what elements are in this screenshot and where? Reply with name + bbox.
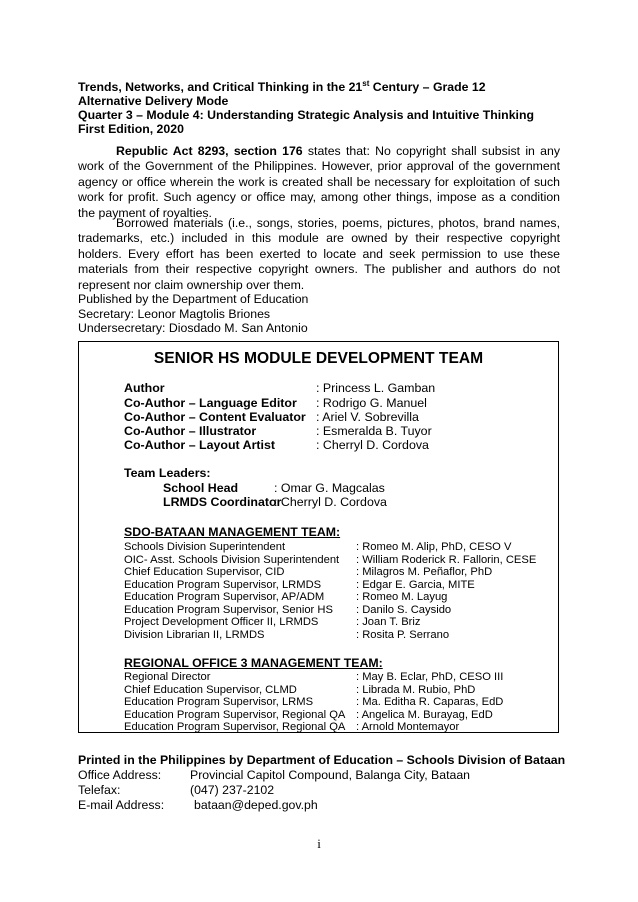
module-header: [78, 77, 534, 136]
borrowed-materials-paragraph: [78, 216, 560, 293]
header-module-title: Quarter 3 – Module 4: Understanding Strategic Analysis and Intuitive Thinking: [78, 108, 534, 123]
sdo-role: Chief Education Supervisor, CID: [124, 566, 285, 578]
illustrator-name: : Esmeralda B. Tuyor: [316, 424, 432, 438]
lrmds-coordinator-role: LRMDS Coordinator: [163, 495, 282, 509]
regional-role: Education Program Supervisor, LRMS: [124, 696, 314, 708]
publisher-line: Published by the Department of Education: [78, 292, 309, 306]
sdo-role: Division Librarian II, LRMDS: [124, 628, 265, 641]
printing-footer: [78, 753, 565, 813]
sdo-name: : Romeo M. Layug: [356, 591, 448, 603]
header-edition: First Edition, 2020: [78, 122, 184, 137]
telefax-row: [78, 783, 565, 798]
undersecretary-line: Undersecretary: Diosdado M. San Antonio: [78, 321, 308, 336]
content-evaluator-role: Co-Author – Content Evaluator: [124, 410, 306, 424]
borrowed-text: Borrowed materials (i.e., songs, stories, poems, pictures, photos, brand names, trademarks, etc.) included in this module are owned by their respective copyright holders. Every effort has been exerted to locate and seek permission to use these materials from their respective copyright owners. The publisher and authors do not represent nor claim ownership over them.: [78, 216, 560, 292]
sdo-name: : Danilo S. Caysido: [356, 603, 452, 616]
regional-role: Chief Education Supervisor, CLMD: [124, 683, 297, 696]
sdo-role: Project Development Officer II, LRMDS: [124, 616, 319, 628]
sdo-name: : Milagros M. Peñaflor, PhD: [356, 566, 493, 578]
team-leaders-label: Team Leaders:: [124, 466, 211, 480]
school-head-name: : Omar G. Magcalas: [274, 481, 385, 495]
office-address-label: Office Address:: [78, 768, 162, 782]
header-course-line: Trends, Networks, and Critical Thinking in the 21st Century – Grade 12: [78, 79, 486, 95]
illustrator-role: Co-Author – Illustrator: [124, 424, 257, 438]
sdo-name: : Joan T. Briz: [356, 616, 421, 628]
office-address-value: Provincial Capitol Compound, Balanga City, Bataan: [190, 768, 471, 782]
sdo-role: Education Program Supervisor, LRMDS: [124, 578, 322, 591]
sdo-name: : Edgar E. Garcia, MITE: [356, 578, 475, 591]
copyright-law-reference: Republic Act 8293, section 176: [116, 144, 303, 158]
regional-role: Education Program Supervisor, Regional QA: [124, 721, 346, 733]
header-delivery-mode: Alternative Delivery Mode: [78, 94, 229, 109]
page-number: i: [317, 836, 321, 851]
sdo-name: : Romeo M. Alip, PhD, CESO V: [356, 541, 512, 553]
telefax-value: (047) 237-2102: [190, 783, 275, 797]
school-head-role: School Head: [163, 481, 239, 495]
email-value[interactable]: bataan@deped.gov.ph: [194, 798, 318, 812]
regional-name: : Angelica M. Burayag, EdD: [356, 708, 493, 721]
layout-artist-name: : Cherryl D. Cordova: [316, 438, 429, 452]
telefax-label: Telefax:: [78, 783, 121, 797]
regional-role: Regional Director: [124, 671, 211, 683]
layout-artist-role: Co-Author – Layout Artist: [124, 438, 275, 452]
email-label: E-mail Address:: [78, 798, 165, 812]
lrmds-coordinator-name: : Cherryl D. Cordova: [274, 495, 387, 509]
content-evaluator-name: : Ariel V. Sobrevilla: [316, 410, 419, 424]
regional-team-title: REGIONAL OFFICE 3 MANAGEMENT TEAM:: [124, 656, 383, 670]
sdo-name: : William Roderick R. Fallorin, CESE: [356, 553, 537, 566]
publisher-block: [78, 292, 308, 336]
regional-role: Education Program Supervisor, Regional QA: [124, 708, 346, 721]
language-editor-role: Co-Author – Language Editor: [124, 396, 297, 410]
printed-statement: Printed in the Philippines by Department of Education – Schools Division of Bataan: [78, 753, 566, 767]
team-box-title: SENIOR HS MODULE DEVELOPMENT TEAM: [153, 350, 484, 367]
copyright-paragraph: [78, 144, 560, 221]
author-role: Author: [124, 381, 165, 395]
language-editor-name: : Rodrigo G. Manuel: [316, 396, 427, 410]
sdo-role: Education Program Supervisor, AP/ADM: [124, 591, 325, 603]
sdo-role: OIC- Asst. Schools Division Superintendent: [124, 553, 340, 566]
email-row: [78, 798, 565, 813]
copyright-text: states that: No copyright shall subsist in any work of the Government of the Philippines. However, prior approval of the government agency or office wherein the work is created shall be necessary for exploitation of such work for profit. Such agency or office may, among other things, impose as a condition the payment of royalties.: [78, 144, 560, 220]
regional-name: : Ma. Editha R. Caparas, EdD: [356, 696, 504, 708]
sdo-name: : Rosita P. Serrano: [356, 628, 450, 641]
regional-name: : Librada M. Rubio, PhD: [356, 683, 476, 696]
secretary-line: Secretary: Leonor Magtolis Briones: [78, 306, 271, 321]
sdo-team-title: SDO-BATAAN MANAGEMENT TEAM:: [124, 525, 341, 539]
office-address-row: [78, 768, 565, 783]
regional-name: : Arnold Montemayor: [356, 721, 460, 733]
sdo-role: Education Program Supervisor, Senior HS: [124, 603, 333, 616]
sdo-role: Schools Division Superintendent: [124, 541, 286, 553]
regional-name: : May B. Eclar, PhD, CESO III: [356, 671, 504, 683]
author-name: : Princess L. Gamban: [316, 381, 436, 395]
development-team-box: [78, 341, 559, 733]
